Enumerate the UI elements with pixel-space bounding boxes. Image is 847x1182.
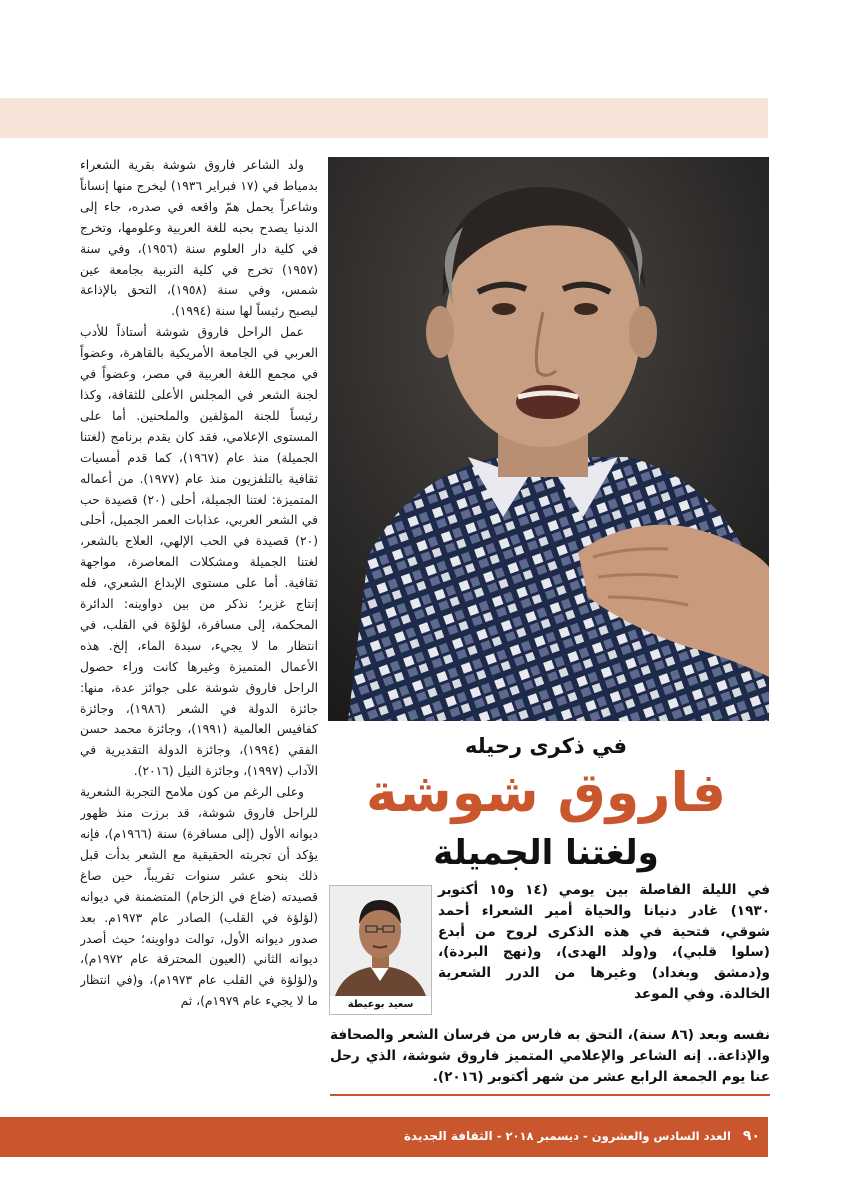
body-paragraph-2: عمل الراحل فاروق شوشة أستاذاً للأدب العربي في الجامعة الأمريكية بالقاهرة، وعضواً في مجمع اللغة العربية في مصر، وعضواً في لجنة الشعر في المجلس الأعلى للثقافة، وكذا رئيساً للجنة المؤلفين والملحنين. أما على المستوى الإعلامي، فقد كان يقدم برنامج (لغتنا الجميلة) منذ عام (١٩٦٧)، كما قدم أمسيات ثقافية بالتلفزيون منذ عام (١٩٧٧). من أعماله المتميزة: لغتنا الجميلة، أحلى (٢٠) قصيدة حب في الشعر العربي، عذابات العمر الجميل، أحلى (٢٠) قصيدة في الحب الإلهي، العلاج بالشعر، لغتنا الجميلة ومشكلات المعاصرة، مواجهة ثقافية. أما على مستوى الإبداع الشعري، فله إنتاج غزير؛ نذكر من بين دواوينه: الدائرة المحكمة، إلى مسافرة، لؤلؤة في القلب، في انتظار ما لا يجيء، سيدة الماء، إلخ. هذه الأعمال المتميزة وغيرها كانت وراء حصول الراحل فاروق شوشة على جوائز عدة، منها: جائزة الدولة في الشعر (١٩٨٦)، وجائزة كفافيس العالمية (١٩٩١)، وجائزة محمد حسن الفقي (١٩٩٤)، وجائزة الدولة التقديرية في الآداب (١٩٩٧)، وجائزة النيل (٢٠١٦). <box>80 325 318 779</box>
magazine-name: الثقافة الجديدة <box>403 1129 493 1143</box>
page-number: ٩٠ <box>742 1128 760 1144</box>
intro-continuation-paragraph: نفسه وبعد (٨٦ سنة)، التحق به فارس من فرسان الشعر والصحافة والإذاعة.. إنه الشاعر والإعلامي المتميز فاروق شوشة، الذي رحل عنا يوم الجمعة الرابع عشر من شهر أكتوبر (٢٠١٦). <box>330 1027 770 1085</box>
body-paragraph-3: وعلى الرغم من كون ملامح التجربة الشعرية للراحل فاروق شوشة، قد برزت منذ ظهور ديوانه الأول (إلى مسافرة) سنة (١٩٦٦م)، فإنه يؤكد أن تجربته الحقيقية مع الشعر بدأت قبل ذلك بنحو عشر سنوات تقريباً، حين صاغ قصيدته (ضاع في الزحام) المتضمنة في ديوانه (لؤلؤة في القلب) الصادر عام ١٩٧٣م. بعد صدور ديوانه الأول، توالت دواوينه؛ حيث أصدر ديوانه الثاني (العيون المحترقة عام ١٩٧٢م)، و(لؤلؤة في القلب عام ١٩٧٣م)، و(في انتظار ما لا يجيء عام ١٩٧٩م)، ثم <box>80 785 318 1009</box>
intro-lead-paragraph: في الليلة الفاصلة بين يومي (١٤ و١٥ أكتوبر ١٩٣٠) غادر دنيانا والحياة أمير الشعراء أحمد شوقي، فتحية في هذه الذكرى لروح من أبدع (سلوا قلبي)، و(ولد الهدى)، و(نهج البردة)، و(دمشق وبغداد) وغيرها من الدرر الشعرية الخالدة. وفي الموعد <box>438 882 770 1002</box>
author-portrait-illustration <box>330 886 431 996</box>
section-divider <box>330 1094 770 1096</box>
article-kicker: في ذكرى رحيله <box>464 734 628 758</box>
author-photo-box <box>329 885 432 1015</box>
issue-text: العدد السادس والعشرون - ديسمبر ٢٠١٨ - <box>496 1129 731 1143</box>
footer-info <box>403 1128 760 1144</box>
portrait-illustration <box>328 157 769 721</box>
body-paragraph-1: ولد الشاعر فاروق شوشة بقرية الشعراء بدمياط في (١٧ فبراير ١٩٣٦) ليخرج منها إنساناً وشاعراً يحمل همّ واقعه في صدره، جاء إلى الدنيا يصدح بحبه للغة العربية وعلومها، وتخرج في كلية دار العلوم سنة (١٩٥٦)، وفي سنة (١٩٥٧) تخرج في كلية التربية بجامعة عين شمس، وفي سنة (١٩٥٨)، التحق بالإذاعة ليصبح رئيساً لها سنة (١٩٩٤). <box>80 158 318 319</box>
top-decorative-band <box>0 98 768 138</box>
author-name-caption: سعيد بوعيطة <box>330 996 431 1014</box>
article-subtitle: ولغتنا الجميلة <box>433 833 659 873</box>
article-body-column <box>80 155 318 1090</box>
poet-portrait-photo <box>328 157 769 721</box>
article-title: فاروق شوشة <box>365 761 727 824</box>
